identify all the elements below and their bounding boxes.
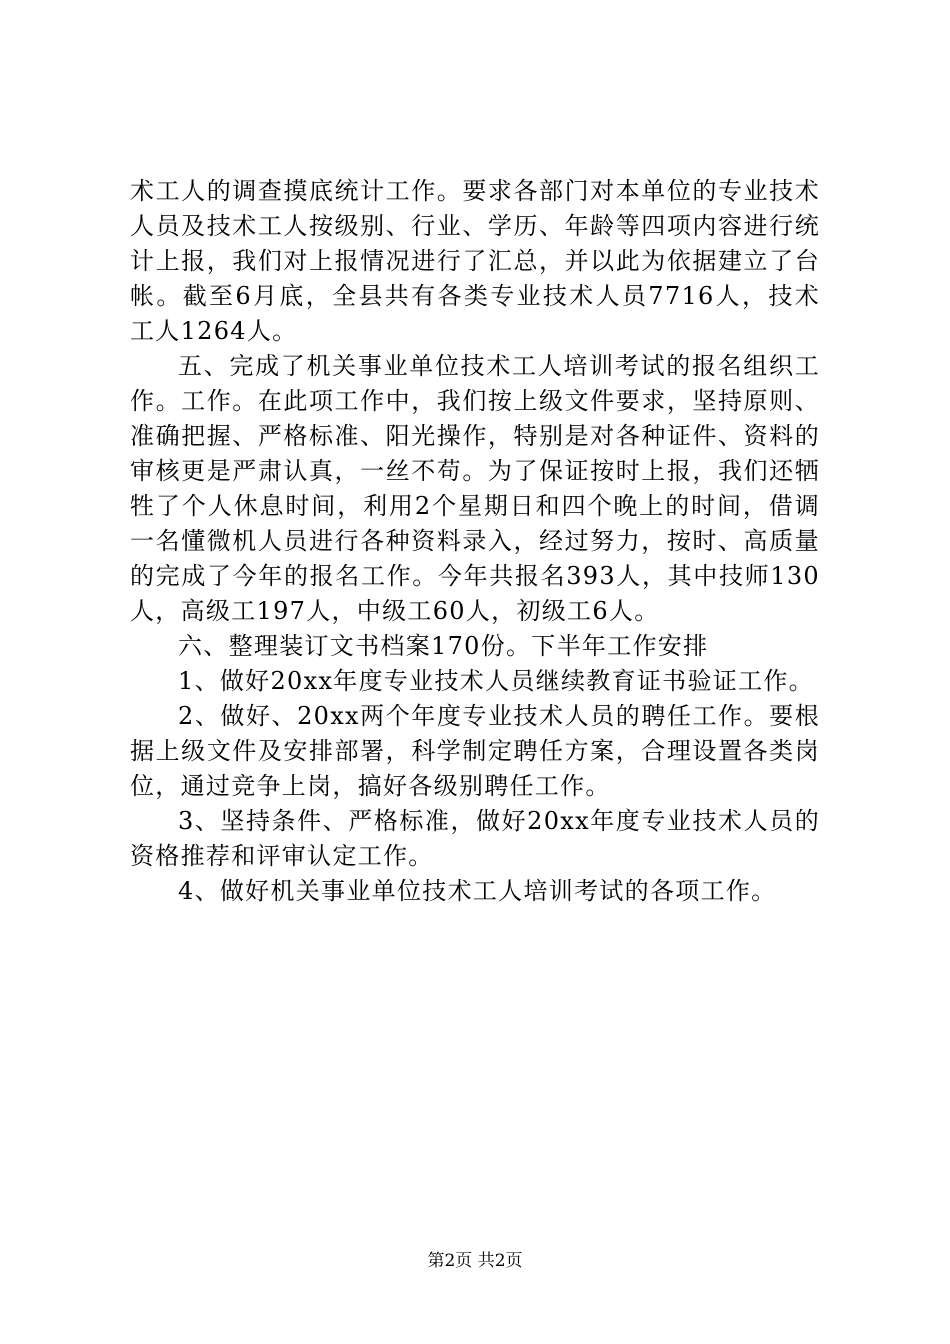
document-body bbox=[130, 174, 820, 909]
plan-item-3: 3、坚持条件、严格标准，做好20xx年度专业技术人员的资格推荐和评审认定工作。 bbox=[130, 807, 820, 870]
paragraph-continuation: 术工人的调查摸底统计工作。要求各部门对本单位的专业技术人员及技术工人按级别、行业、学历、年龄等四项内容进行统计上报，我们对上报情况进行了汇总，并以此为依据建立了台帐。截至6月底，全县共有各类专业技术人员7716人，技术工人1264人。 bbox=[130, 177, 820, 345]
paragraph-item-six: 六、整理装订文书档案170份。下半年工作安排 bbox=[178, 632, 709, 660]
plan-item-2: 2、做好、20xx两个年度专业技术人员的聘任工作。要根据上级文件及安排部署，科学制定聘任方案，合理设置各类岗位，通过竞争上岗，搞好各级别聘任工作。 bbox=[130, 702, 820, 800]
page-number-footer: 第2页 共2页 bbox=[427, 1251, 523, 1271]
plan-item-4: 4、做好机关事业单位技术工人培训考试的各项工作。 bbox=[178, 877, 777, 905]
plan-item-1: 1、做好20xx年度专业技术人员继续教育证书验证工作。 bbox=[178, 667, 814, 695]
paragraph-item-five: 五、完成了机关事业单位技术工人培训考试的报名组织工作。工作。在此项工作中，我们按上级文件要求，坚持原则、准确把握、严格标准、阳光操作，特别是对各种证件、资料的审核更是严肃认真，一丝不苟。为了保证按时上报，我们还牺牲了个人休息时间，利用2个星期日和四个晚上的时间，借调一名懂微机人员进行各种资料录入，经过努力，按时、高质量的完成了今年的报名工作。今年共报名393人，其中技师130人，高级工197人，中级工60人，初级工6人。 bbox=[130, 352, 820, 625]
